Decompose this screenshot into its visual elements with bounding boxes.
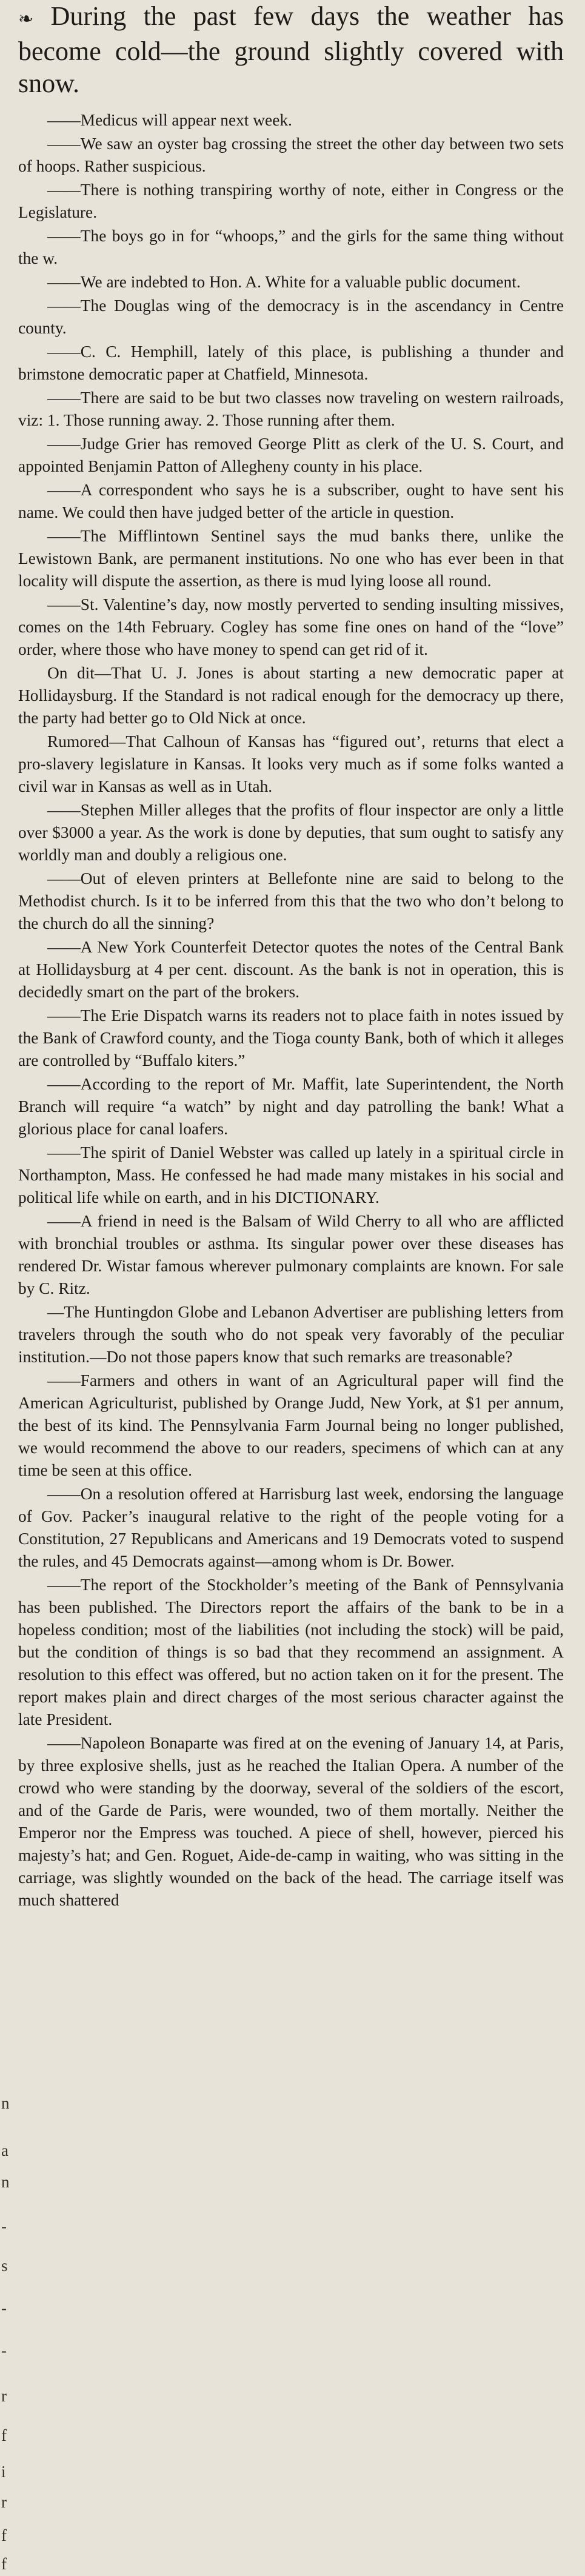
lead-paragraph — [18, 0, 564, 99]
news-item: ——C. C. Hemphill, lately of this place, is publishing a thunder and brimstone democratic paper at Chatfield, Minnesota. — [18, 343, 564, 383]
margin-letter: f — [1, 2426, 7, 2444]
news-item: ——The report of the Stockholder’s meeting of the Bank of Pennsylvania has been published. The Directors report the affairs of the bank to be in a hopeless condition; most of the liabilities (not including the stock) will be paid, but the condition of things is so bad that they recommend an assignment. A resolution to this effect was offered, but no action taken on it for the present. The report makes plain and direct charges of the most serious character against the late President. — [18, 1576, 564, 1728]
news-item: ——There is nothing transpiring worthy of note, either in Congress or the Legislature. — [18, 181, 564, 221]
news-item: ——The Mifflintown Sentinel says the mud banks there, unlike the Lewistown Bank, are permanent institutions. No one who has ever been in that locality will dispute the assertion, as there is mud lying loose all round. — [18, 527, 564, 590]
news-item: ——Farmers and others in want of an Agricultural paper will find the American Agriculturist, published by Orange Judd, New York, at $1 per annum, the best of its kind. The Pennsylvania Farm Journal being no longer published, we would recommend the above to our readers, specimens of which can at any time be seen at this office. — [18, 1371, 564, 1479]
news-item: ——The boys go in for “whoops,” and the girls for the same thing without the w. — [18, 227, 564, 267]
margin-letter: - — [1, 2341, 7, 2360]
news-item: —The Huntingdon Globe and Lebanon Advertiser are publishing letters from travelers through the south who do not speak very favorably of the peculiar institution.—Do not those papers know that such remarks are treasonable? — [18, 1303, 564, 1366]
news-item: ——Napoleon Bonaparte was fired at on the evening of January 14, at Paris, by three explosive shells, just as he reached the Italian Opera. A number of the crowd who were standing by the doorway, several of the soldiers of the escort, and of the Garde de Paris, were wounded, two of them mortally. Neither the Emperor nor the Empress was touched. A piece of shell, however, pierced his majesty’s hat; and Gen. Roguet, Aide-de-camp in waiting, who was sitting in the carriage, was slightly wounded on the back of the head. The carriage itself was much shattered — [18, 1734, 564, 1909]
news-item: ——Judge Grier has removed George Plitt as clerk of the U. S. Court, and appointed Benjamin Patton of Allegheny county in his place. — [18, 435, 564, 475]
news-item: On dit—That U. J. Jones is about starting a new democratic paper at Hollidaysburg. If the Standard is not radical enough for the democracy up there, the party had better go to Old Nick at once. — [18, 664, 564, 727]
news-item: ——On a resolution offered at Harrisburg last week, endorsing the language of Gov. Packer’s inaugural relative to the right of the people voting for a Constitution, 27 Republicans and Americans and 19 Democrats voted to suspend the rules, and 45 Democrats against—among whom is Dr. Bower. — [18, 1485, 564, 1570]
margin-letter: n — [1, 2094, 10, 2112]
margin-letter: i — [1, 2463, 6, 2481]
news-item: ——Out of eleven printers at Bellefonte nine are said to belong to the Methodist church. Is it to be inferred from this that the two who don’t belong to the church do all the sinning? — [18, 869, 564, 932]
margin-letter: r — [1, 2493, 7, 2511]
margin-letter: - — [1, 2299, 7, 2317]
margin-letter: n — [1, 2173, 10, 2191]
margin-letter: s — [1, 2257, 8, 2275]
news-item: ——The Erie Dispatch warns its readers not to place faith in notes issued by the Bank of Crawford county, and the Tioga county Bank, both of which it alleges are controlled by “Buffalo kiters.” — [18, 1006, 564, 1069]
news-item: ——Medicus will appear next week. — [47, 111, 292, 129]
margin-letter: - — [1, 2217, 7, 2235]
news-item: ——We saw an oyster bag crossing the street the other day between two sets of hoops. Rather suspicious. — [18, 135, 564, 175]
news-item: ——We are indebted to Hon. A. White for a valuable public document. — [47, 273, 521, 291]
news-item: ——The Douglas wing of the democracy is in the ascendancy in Centre county. — [18, 296, 564, 337]
local-news-column — [18, 0, 564, 1913]
news-item: ——There are said to be but two classes now traveling on western railroads, viz: 1. Those running away. 2. Those running after them. — [18, 389, 564, 429]
news-item: ——According to the report of Mr. Maffit, late Superintendent, the North Branch will require “a watch” by night and day patrolling the bank! What a glorious place for canal loafers. — [18, 1075, 564, 1138]
margin-letter: f — [1, 2555, 7, 2573]
news-item: ——Stephen Miller alleges that the profits of flour inspector are only a little over $3000 a year. As the work is done by deputies, that sum ought to satisfy any worldly man and doubly a religious one. — [18, 801, 564, 864]
margin-letter: a — [1, 2141, 8, 2159]
lead-text: During the past few days the weather has become cold—the ground slightly covered with snow. — [18, 1, 564, 98]
margin-letter: f — [1, 2526, 7, 2544]
pointing-hand-mark: ❧ — [18, 9, 34, 29]
news-item: ——St. Valentine’s day, now mostly perverted to sending insulting missives, comes on the 14th February. Cogley has some fine ones on hand of the “love” order, where those who have money to spend can get rid of it. — [18, 595, 564, 658]
margin-letter: r — [1, 2387, 7, 2405]
news-item: ——A friend in need is the Balsam of Wild Cherry to all who are afflicted with bronchial troubles or asthma. Its singular power over these diseases has rendered Dr. Wistar famous wherever pulmonary complaints are known. For sale by C. Ritz. — [18, 1212, 564, 1297]
news-item: Rumored—That Calhoun of Kansas has “figured out’, returns that elect a pro-slavery legislature in Kansas. It looks very much as if some folks wanted a civil war in Kansas as well as in Utah. — [18, 732, 564, 795]
news-item: ——The spirit of Daniel Webster was called up lately in a spiritual circle in Northampton, Mass. He confessed he had made many mistakes in his social and political life while on earth, and in his DICTIONARY. — [18, 1143, 564, 1206]
news-item: ——A correspondent who says he is a subscriber, ought to have sent his name. We could then have judged better of the article in question. — [18, 481, 564, 521]
adjacent-column-edge — [0, 0, 15, 2576]
news-item: ——A New York Counterfeit Detector quotes the notes of the Central Bank at Hollidaysburg at 4 per cent. discount. As the bank is not in operation, this is decidedly smart on the part of the brokers. — [18, 938, 564, 1001]
